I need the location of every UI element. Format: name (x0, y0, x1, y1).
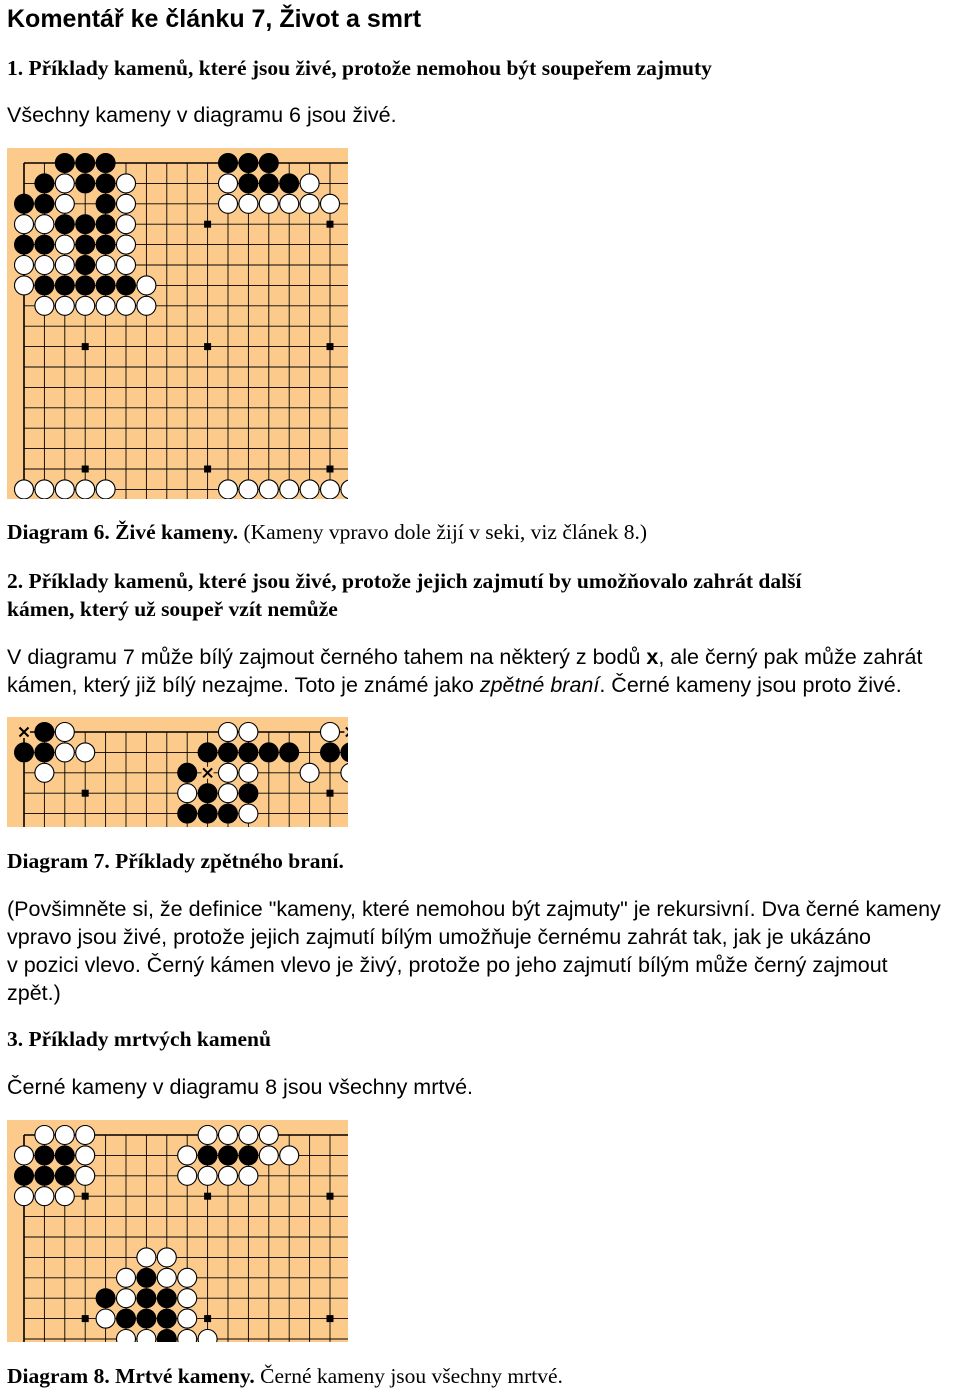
star-point (82, 466, 89, 473)
go-board-diagram-7 (7, 717, 348, 827)
black-stone (239, 743, 258, 762)
diagram-7-caption (7, 847, 344, 875)
black-stone (219, 804, 238, 823)
black-stone (35, 1146, 54, 1165)
white-stone (341, 480, 348, 499)
white-stone (15, 1146, 34, 1165)
para-text: kámen, který již bílý nezajme. Toto je známé jako (7, 673, 480, 697)
white-stone (55, 194, 74, 213)
star-point (327, 466, 334, 473)
black-stone (219, 154, 238, 173)
white-stone (76, 743, 95, 762)
white-stone (117, 256, 136, 275)
black-stone (259, 743, 278, 762)
white-stone (300, 480, 319, 499)
white-stone (219, 1166, 238, 1185)
white-stone (239, 804, 258, 823)
section-2-paragraph-line-1 (7, 643, 922, 671)
black-stone (15, 743, 34, 762)
black-stone (76, 235, 95, 254)
white-stone (157, 1248, 176, 1267)
white-stone (157, 1268, 176, 1287)
white-stone (300, 174, 319, 193)
white-stone (198, 1126, 217, 1145)
black-stone (198, 784, 217, 803)
white-stone (280, 480, 299, 499)
black-stone (76, 174, 95, 193)
black-stone (55, 215, 74, 234)
para-text: . Černé kameny jsou proto živé. (599, 673, 902, 697)
white-stone (55, 1187, 74, 1206)
white-stone (259, 480, 278, 499)
white-stone (321, 723, 340, 742)
black-stone (35, 1166, 54, 1185)
white-stone (178, 1268, 197, 1287)
black-stone (219, 743, 238, 762)
white-stone (55, 296, 74, 315)
black-stone (137, 1268, 156, 1287)
white-stone (198, 1166, 217, 1185)
white-stone (117, 174, 136, 193)
star-point (327, 221, 334, 228)
white-stone (55, 1126, 74, 1145)
white-stone (35, 763, 54, 782)
white-stone (137, 1330, 156, 1343)
white-stone (76, 1126, 95, 1145)
white-stone (137, 296, 156, 315)
go-board-diagram-6 (7, 148, 348, 499)
white-stone (178, 784, 197, 803)
black-stone (76, 256, 95, 275)
white-stone (239, 763, 258, 782)
white-stone (15, 276, 34, 295)
black-stone (259, 154, 278, 173)
star-point (327, 1315, 334, 1322)
black-stone (157, 1289, 176, 1308)
black-stone (15, 194, 34, 213)
black-stone (178, 804, 197, 823)
white-stone (76, 1166, 95, 1185)
black-stone (35, 235, 54, 254)
black-stone (96, 1289, 115, 1308)
black-stone (198, 743, 217, 762)
white-stone (15, 256, 34, 275)
black-stone (76, 276, 95, 295)
section-2-paragraph-line-2 (7, 671, 902, 699)
star-point (82, 1193, 89, 1200)
white-stone (239, 480, 258, 499)
section-3-heading (7, 1025, 271, 1053)
note-line: vpravo jsou živé, protože jejich zajmutí bílým umožňuje černému zahrát tak, jak je ukázáno (7, 925, 871, 949)
white-stone (178, 1330, 197, 1343)
black-stone (55, 276, 74, 295)
white-stone (239, 1166, 258, 1185)
page-title: Komentář ke článku 7, Život a smrt (7, 5, 422, 33)
black-stone (76, 154, 95, 173)
black-stone (157, 1309, 176, 1328)
black-stone (55, 154, 74, 173)
black-stone (239, 154, 258, 173)
diagram-8-caption-label: Diagram 8. Mrtvé kameny. (7, 1364, 255, 1388)
diagram-6-svg (7, 148, 348, 499)
black-stone (96, 215, 115, 234)
black-stone (15, 1166, 34, 1185)
white-stone (76, 480, 95, 499)
point-x-label: x (646, 645, 659, 669)
white-stone (76, 1146, 95, 1165)
black-stone (321, 743, 340, 762)
section-2-heading-cont (7, 595, 338, 623)
note-line: zpět.) (7, 981, 61, 1005)
white-stone (15, 215, 34, 234)
black-stone (35, 276, 54, 295)
black-stone (137, 1309, 156, 1328)
white-stone (117, 1289, 136, 1308)
black-stone (117, 1309, 136, 1328)
white-stone (55, 723, 74, 742)
white-stone (219, 784, 238, 803)
diagram-7-caption-text: Diagram 7. Příklady zpětného braní. (7, 849, 344, 873)
diagram-6-caption-note: (Kameny vpravo dole žijí v seki, viz článek 8.) (238, 520, 648, 544)
white-stone (117, 235, 136, 254)
section-1-intro: Všechny kameny v diagramu 6 jsou živé. (7, 103, 397, 127)
term-zpetne-brani: zpětné braní (479, 673, 600, 697)
white-stone (300, 194, 319, 213)
go-board-diagram-8 (7, 1120, 348, 1342)
white-stone (259, 1146, 278, 1165)
white-stone (178, 1146, 197, 1165)
black-stone (96, 235, 115, 254)
note-line: (Povšimněte si, že definice "kameny, které nemohou být zajmuty" je rekursivní. Dva černé kameny (7, 897, 941, 921)
white-stone (178, 1289, 197, 1308)
diagram-8-caption-note: Černé kameny jsou všechny mrtvé. (254, 1364, 563, 1388)
black-stone (117, 276, 136, 295)
white-stone (280, 194, 299, 213)
section-1-heading-text: 1. Příklady kamenů, které jsou živé, protože nemohou být soupeřem zajmuty (7, 56, 712, 80)
diagram-6-caption (7, 518, 647, 546)
black-stone (239, 784, 258, 803)
black-stone (96, 194, 115, 213)
star-point (204, 1315, 211, 1322)
section-2-heading-line-1: 2. Příklady kamenů, které jsou živé, protože jejich zajmutí by umožňovalo zahrát další (7, 569, 802, 593)
star-point (82, 343, 89, 350)
black-stone (76, 215, 95, 234)
white-stone (178, 1309, 197, 1328)
black-stone (35, 723, 54, 742)
star-point (204, 343, 211, 350)
white-stone (35, 1126, 54, 1145)
white-stone (96, 1309, 115, 1328)
white-stone (219, 763, 238, 782)
black-stone (96, 154, 115, 173)
note-line: v pozici vlevo. Černý kámen vlevo je živý, protože po jeho zajmutí bílým může černý zajmout (7, 953, 888, 977)
white-stone (137, 1248, 156, 1267)
white-stone (35, 215, 54, 234)
white-stone (239, 723, 258, 742)
black-stone (35, 743, 54, 762)
section-3-heading-text: 3. Příklady mrtvých kamenů (7, 1027, 271, 1051)
white-stone (15, 1187, 34, 1206)
white-stone (321, 194, 340, 213)
white-stone (35, 480, 54, 499)
black-stone (259, 174, 278, 193)
white-stone (55, 743, 74, 762)
white-stone (280, 1146, 299, 1165)
white-stone (117, 194, 136, 213)
black-stone (96, 276, 115, 295)
white-stone (55, 256, 74, 275)
black-stone (341, 743, 348, 762)
white-stone (15, 480, 34, 499)
white-stone (137, 276, 156, 295)
diagram-8-svg (7, 1120, 348, 1342)
para-text: V diagramu 7 může bílý zajmout černého tahem na některý z bodů (7, 645, 647, 669)
star-point (327, 343, 334, 350)
black-stone (178, 763, 197, 782)
white-stone (259, 194, 278, 213)
black-stone (280, 174, 299, 193)
star-point (204, 466, 211, 473)
white-stone (219, 480, 238, 499)
black-stone (219, 1146, 238, 1165)
white-stone (35, 296, 54, 315)
white-stone (117, 1268, 136, 1287)
white-stone (259, 1126, 278, 1145)
white-stone (178, 1166, 197, 1185)
black-stone (239, 174, 258, 193)
black-stone (55, 1146, 74, 1165)
black-stone (55, 1166, 74, 1185)
white-stone (341, 763, 348, 782)
white-stone (35, 256, 54, 275)
section-2-heading-line-2: kámen, který už soupeř vzít nemůže (7, 597, 338, 621)
white-stone (300, 763, 319, 782)
white-stone (96, 480, 115, 499)
white-stone (117, 1330, 136, 1343)
diagram-8-caption (7, 1362, 563, 1390)
white-stone (239, 194, 258, 213)
diagram-6-caption-label: Diagram 6. Živé kameny. (7, 520, 239, 544)
black-stone (15, 235, 34, 254)
black-stone (137, 1289, 156, 1308)
black-stone (239, 1146, 258, 1165)
section-3-intro: Černé kameny v diagramu 8 jsou všechny mrtvé. (7, 1075, 474, 1099)
black-stone (96, 174, 115, 193)
star-point (82, 790, 89, 797)
black-stone (198, 804, 217, 823)
black-stone (157, 1330, 176, 1343)
white-stone (96, 296, 115, 315)
white-stone (96, 256, 115, 275)
black-stone (35, 194, 54, 213)
star-point (327, 1193, 334, 1200)
star-point (204, 1193, 211, 1200)
white-stone (117, 296, 136, 315)
white-stone (55, 235, 74, 254)
white-stone (55, 480, 74, 499)
white-stone (35, 1187, 54, 1206)
black-stone (280, 743, 299, 762)
star-point (327, 790, 334, 797)
white-stone (321, 480, 340, 499)
diagram-7-svg (7, 717, 348, 827)
section-1-heading (7, 54, 712, 82)
star-point (82, 1315, 89, 1322)
star-point (204, 221, 211, 228)
white-stone (219, 194, 238, 213)
para-text: , ale černý pak může zahrát (658, 645, 923, 669)
white-stone (219, 723, 238, 742)
white-stone (219, 174, 238, 193)
white-stone (239, 1126, 258, 1145)
black-stone (198, 1146, 217, 1165)
white-stone (198, 1330, 217, 1343)
white-stone (55, 174, 74, 193)
section-2-heading (7, 567, 801, 595)
white-stone (219, 1126, 238, 1145)
black-stone (35, 174, 54, 193)
white-stone (117, 215, 136, 234)
white-stone (76, 296, 95, 315)
